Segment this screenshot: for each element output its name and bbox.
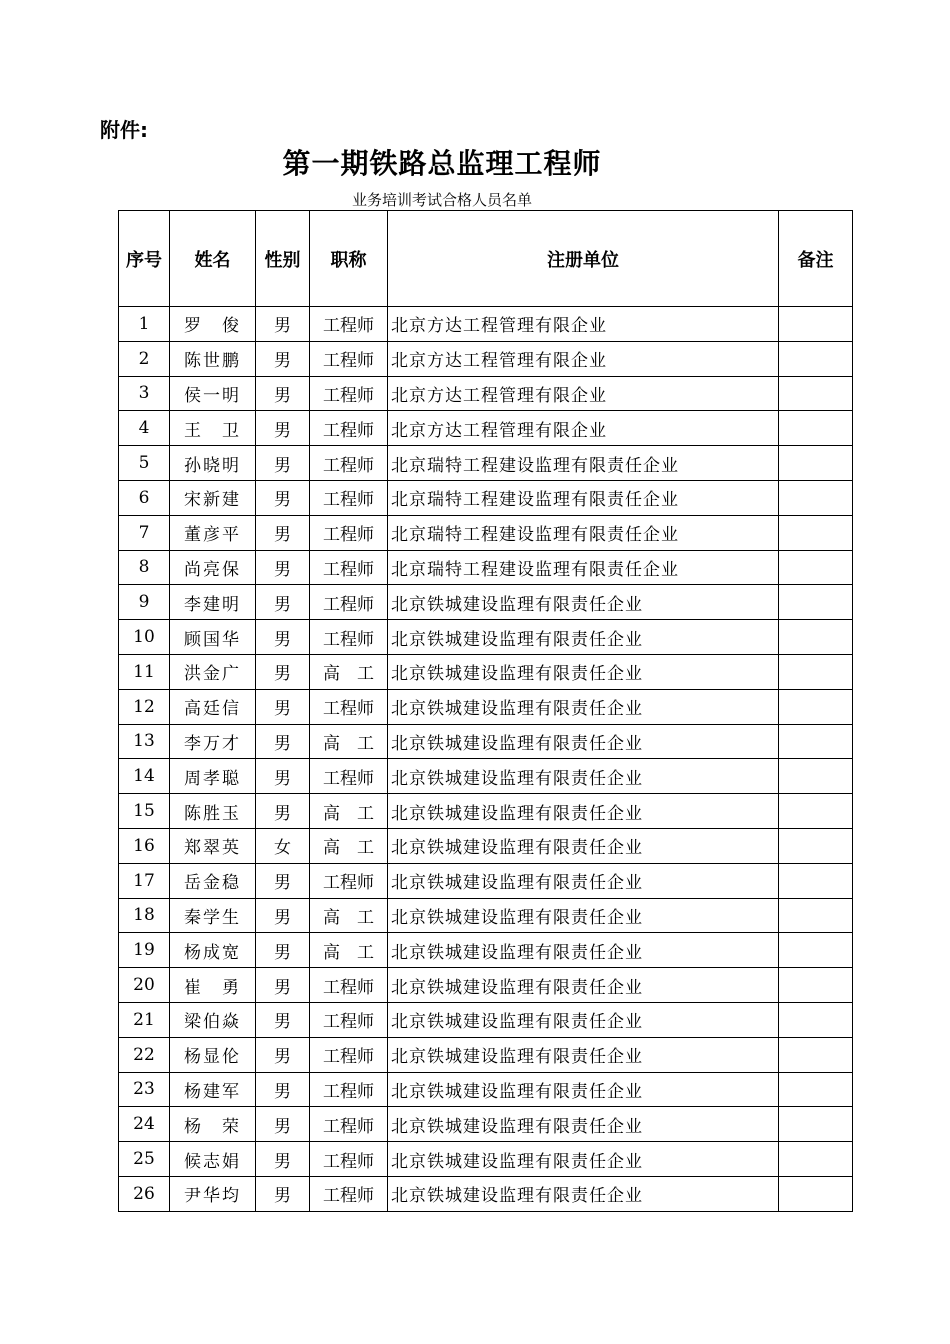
cell-unit: 北京铁城建设监理有限责任企业 xyxy=(388,759,779,794)
cell-remark xyxy=(779,1142,853,1177)
cell-title: 工程师 xyxy=(310,1037,388,1072)
table-row xyxy=(119,724,853,759)
cell-gender: 女 xyxy=(256,828,310,863)
cell-title: 高 工 xyxy=(310,724,388,759)
cell-title: 工程师 xyxy=(310,1142,388,1177)
cell-name: 尹华均 xyxy=(170,1176,256,1211)
cell-title: 工程师 xyxy=(310,341,388,376)
cell-title: 工程师 xyxy=(310,1107,388,1142)
table-row xyxy=(119,446,853,481)
cell-name: 郑翠英 xyxy=(170,828,256,863)
cell-no: 25 xyxy=(119,1142,170,1177)
table-row xyxy=(119,654,853,689)
cell-remark xyxy=(779,515,853,550)
cell-name: 王 卫 xyxy=(170,411,256,446)
cell-unit: 北京铁城建设监理有限责任企业 xyxy=(388,1002,779,1037)
table-header-row xyxy=(119,211,853,307)
cell-gender: 男 xyxy=(256,307,310,342)
cell-no: 21 xyxy=(119,1002,170,1037)
cell-name: 杨 荣 xyxy=(170,1107,256,1142)
cell-no: 18 xyxy=(119,898,170,933)
cell-gender: 男 xyxy=(256,550,310,585)
cell-gender: 男 xyxy=(256,341,310,376)
cell-no: 4 xyxy=(119,411,170,446)
cell-no: 2 xyxy=(119,341,170,376)
cell-remark xyxy=(779,863,853,898)
cell-unit: 北京铁城建设监理有限责任企业 xyxy=(388,1107,779,1142)
cell-name: 周孝聪 xyxy=(170,759,256,794)
cell-unit: 北京铁城建设监理有限责任企业 xyxy=(388,1037,779,1072)
cell-name: 高廷信 xyxy=(170,689,256,724)
cell-title: 工程师 xyxy=(310,968,388,1003)
cell-name: 杨成宽 xyxy=(170,933,256,968)
cell-gender: 男 xyxy=(256,724,310,759)
cell-name: 罗 俊 xyxy=(170,307,256,342)
cell-unit: 北京铁城建设监理有限责任企业 xyxy=(388,1176,779,1211)
cell-remark xyxy=(779,1176,853,1211)
table-row xyxy=(119,307,853,342)
cell-unit: 北京方达工程管理有限企业 xyxy=(388,411,779,446)
cell-title: 工程师 xyxy=(310,376,388,411)
cell-unit: 北京铁城建设监理有限责任企业 xyxy=(388,585,779,620)
cell-name: 陈世鹏 xyxy=(170,341,256,376)
cell-name: 岳金稳 xyxy=(170,863,256,898)
cell-unit: 北京铁城建设监理有限责任企业 xyxy=(388,898,779,933)
cell-unit: 北京瑞特工程建设监理有限责任企业 xyxy=(388,446,779,481)
cell-name: 尚亮保 xyxy=(170,550,256,585)
cell-remark xyxy=(779,759,853,794)
table-body xyxy=(119,307,853,1212)
header-title: 职称 xyxy=(310,211,388,307)
table-row xyxy=(119,585,853,620)
cell-unit: 北京铁城建设监理有限责任企业 xyxy=(388,1142,779,1177)
cell-no: 24 xyxy=(119,1107,170,1142)
cell-gender: 男 xyxy=(256,863,310,898)
table-row xyxy=(119,968,853,1003)
cell-no: 7 xyxy=(119,515,170,550)
cell-remark xyxy=(779,1037,853,1072)
cell-unit: 北京铁城建设监理有限责任企业 xyxy=(388,620,779,655)
cell-unit: 北京瑞特工程建设监理有限责任企业 xyxy=(388,515,779,550)
table-row xyxy=(119,480,853,515)
cell-no: 14 xyxy=(119,759,170,794)
cell-remark xyxy=(779,585,853,620)
cell-title: 工程师 xyxy=(310,620,388,655)
table-row xyxy=(119,550,853,585)
cell-unit: 北京瑞特工程建设监理有限责任企业 xyxy=(388,550,779,585)
cell-no: 12 xyxy=(119,689,170,724)
table-row xyxy=(119,863,853,898)
cell-unit: 北京铁城建设监理有限责任企业 xyxy=(388,794,779,829)
cell-unit: 北京铁城建设监理有限责任企业 xyxy=(388,654,779,689)
cell-no: 13 xyxy=(119,724,170,759)
cell-gender: 男 xyxy=(256,1072,310,1107)
cell-name: 洪金广 xyxy=(170,654,256,689)
cell-unit: 北京方达工程管理有限企业 xyxy=(388,376,779,411)
cell-gender: 男 xyxy=(256,1176,310,1211)
table-row xyxy=(119,689,853,724)
cell-title: 工程师 xyxy=(310,1072,388,1107)
cell-name: 梁伯焱 xyxy=(170,1002,256,1037)
cell-title: 高 工 xyxy=(310,654,388,689)
cell-name: 杨建军 xyxy=(170,1072,256,1107)
table-row xyxy=(119,515,853,550)
table-row xyxy=(119,933,853,968)
cell-gender: 男 xyxy=(256,515,310,550)
table-row xyxy=(119,411,853,446)
cell-no: 17 xyxy=(119,863,170,898)
cell-gender: 男 xyxy=(256,585,310,620)
cell-unit: 北京铁城建设监理有限责任企业 xyxy=(388,933,779,968)
cell-no: 11 xyxy=(119,654,170,689)
cell-gender: 男 xyxy=(256,480,310,515)
cell-name: 孙晓明 xyxy=(170,446,256,481)
cell-unit: 北京铁城建设监理有限责任企业 xyxy=(388,863,779,898)
cell-unit: 北京铁城建设监理有限责任企业 xyxy=(388,828,779,863)
cell-gender: 男 xyxy=(256,446,310,481)
cell-unit: 北京铁城建设监理有限责任企业 xyxy=(388,968,779,1003)
cell-remark xyxy=(779,933,853,968)
header-no: 序号 xyxy=(119,211,170,307)
cell-no: 20 xyxy=(119,968,170,1003)
cell-no: 8 xyxy=(119,550,170,585)
cell-name: 侯一明 xyxy=(170,376,256,411)
cell-remark xyxy=(779,689,853,724)
cell-title: 工程师 xyxy=(310,446,388,481)
table-row xyxy=(119,828,853,863)
cell-gender: 男 xyxy=(256,376,310,411)
cell-remark xyxy=(779,307,853,342)
cell-title: 工程师 xyxy=(310,585,388,620)
cell-name: 董彦平 xyxy=(170,515,256,550)
table-row xyxy=(119,620,853,655)
cell-no: 3 xyxy=(119,376,170,411)
cell-title: 工程师 xyxy=(310,759,388,794)
cell-remark xyxy=(779,794,853,829)
cell-gender: 男 xyxy=(256,1037,310,1072)
cell-title: 工程师 xyxy=(310,411,388,446)
cell-remark xyxy=(779,480,853,515)
cell-remark xyxy=(779,828,853,863)
cell-name: 陈胜玉 xyxy=(170,794,256,829)
cell-title: 工程师 xyxy=(310,863,388,898)
table-row xyxy=(119,1002,853,1037)
cell-no: 6 xyxy=(119,480,170,515)
cell-remark xyxy=(779,446,853,481)
cell-name: 候志娟 xyxy=(170,1142,256,1177)
header-unit: 注册单位 xyxy=(388,211,779,307)
table-row xyxy=(119,1037,853,1072)
cell-unit: 北京铁城建设监理有限责任企业 xyxy=(388,724,779,759)
cell-gender: 男 xyxy=(256,759,310,794)
cell-title: 工程师 xyxy=(310,550,388,585)
table-row xyxy=(119,1072,853,1107)
cell-name: 杨显伦 xyxy=(170,1037,256,1072)
cell-name: 顾国华 xyxy=(170,620,256,655)
cell-name: 李建明 xyxy=(170,585,256,620)
cell-gender: 男 xyxy=(256,689,310,724)
cell-no: 5 xyxy=(119,446,170,481)
cell-title: 工程师 xyxy=(310,307,388,342)
document-title: 第一期铁路总监理工程师 xyxy=(282,147,602,180)
cell-remark xyxy=(779,1107,853,1142)
cell-title: 高 工 xyxy=(310,828,388,863)
cell-remark xyxy=(779,620,853,655)
cell-remark xyxy=(779,376,853,411)
cell-gender: 男 xyxy=(256,933,310,968)
cell-remark xyxy=(779,968,853,1003)
cell-no: 1 xyxy=(119,307,170,342)
cell-remark xyxy=(779,724,853,759)
cell-name: 宋新建 xyxy=(170,480,256,515)
table-row xyxy=(119,1176,853,1211)
attachment-label: 附件: xyxy=(100,118,148,142)
cell-no: 26 xyxy=(119,1176,170,1211)
cell-title: 工程师 xyxy=(310,480,388,515)
table-row xyxy=(119,1142,853,1177)
cell-no: 22 xyxy=(119,1037,170,1072)
cell-name: 李万才 xyxy=(170,724,256,759)
cell-gender: 男 xyxy=(256,898,310,933)
cell-remark xyxy=(779,898,853,933)
cell-gender: 男 xyxy=(256,1107,310,1142)
document-subtitle: 业务培训考试合格人员名单 xyxy=(351,191,532,209)
cell-remark xyxy=(779,411,853,446)
cell-no: 10 xyxy=(119,620,170,655)
table-row xyxy=(119,341,853,376)
cell-title: 工程师 xyxy=(310,1176,388,1211)
cell-title: 高 工 xyxy=(310,898,388,933)
cell-no: 23 xyxy=(119,1072,170,1107)
header-name: 姓名 xyxy=(170,211,256,307)
cell-name: 秦学生 xyxy=(170,898,256,933)
cell-unit: 北京铁城建设监理有限责任企业 xyxy=(388,1072,779,1107)
cell-no: 16 xyxy=(119,828,170,863)
cell-title: 工程师 xyxy=(310,1002,388,1037)
cell-remark xyxy=(779,550,853,585)
cell-gender: 男 xyxy=(256,794,310,829)
cell-unit: 北京方达工程管理有限企业 xyxy=(388,341,779,376)
header-remark: 备注 xyxy=(779,211,853,307)
table-row xyxy=(119,898,853,933)
cell-no: 9 xyxy=(119,585,170,620)
qualified-personnel-table xyxy=(118,210,853,1212)
cell-title: 工程师 xyxy=(310,689,388,724)
cell-unit: 北京方达工程管理有限企业 xyxy=(388,307,779,342)
cell-unit: 北京瑞特工程建设监理有限责任企业 xyxy=(388,480,779,515)
table-row xyxy=(119,759,853,794)
cell-remark xyxy=(779,1072,853,1107)
cell-remark xyxy=(779,654,853,689)
cell-title: 工程师 xyxy=(310,515,388,550)
cell-name: 崔 勇 xyxy=(170,968,256,1003)
table-row xyxy=(119,794,853,829)
header-gender: 性别 xyxy=(256,211,310,307)
cell-title: 高 工 xyxy=(310,794,388,829)
table-row xyxy=(119,1107,853,1142)
cell-unit: 北京铁城建设监理有限责任企业 xyxy=(388,689,779,724)
cell-remark xyxy=(779,341,853,376)
cell-title: 高 工 xyxy=(310,933,388,968)
cell-gender: 男 xyxy=(256,968,310,1003)
cell-gender: 男 xyxy=(256,1142,310,1177)
cell-gender: 男 xyxy=(256,654,310,689)
cell-remark xyxy=(779,1002,853,1037)
cell-gender: 男 xyxy=(256,411,310,446)
cell-gender: 男 xyxy=(256,1002,310,1037)
cell-no: 19 xyxy=(119,933,170,968)
table-row xyxy=(119,376,853,411)
cell-gender: 男 xyxy=(256,620,310,655)
cell-no: 15 xyxy=(119,794,170,829)
